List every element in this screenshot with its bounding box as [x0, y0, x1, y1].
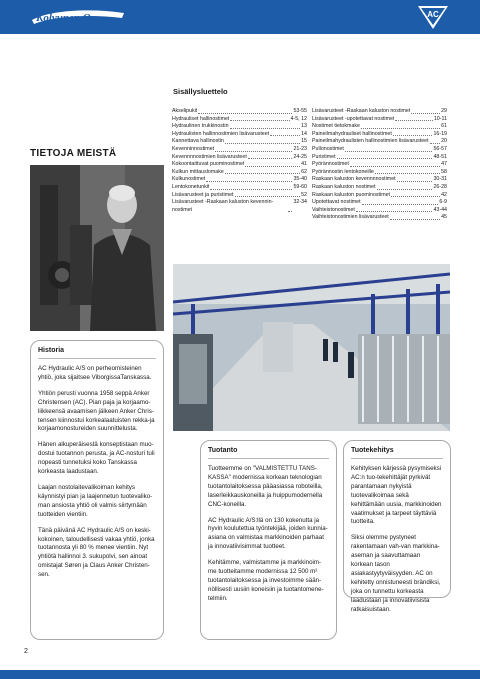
- toc-entry: [312, 108, 447, 116]
- toc-entry: [172, 161, 307, 169]
- toc-entry-label: Vaihteistonostimet: [312, 206, 355, 213]
- toc-leader-dots: [288, 199, 292, 212]
- toc-entry-page: 61: [441, 123, 447, 130]
- toc-entry-page: 48-51: [433, 153, 447, 160]
- product-development-paragraph: Siksi olemme pystyneet rakentamaan vah-van markkina-aseman ja saavuttamaan korkean tason asiakastyytyväisyyden. AC on kehitetty onnistuneesti brändiksi, joka on tunnettu korkeasta laadustaan ja innovatiivisista ratkaisuistaan.: [351, 534, 441, 613]
- toc-entry-page: 45: [441, 214, 447, 221]
- toc-leader-dots: [377, 184, 433, 190]
- toc-leader-dots: [337, 154, 433, 160]
- toc-entry: [172, 176, 307, 184]
- toc-entry: [312, 154, 447, 162]
- toc-entry-label: Hydrauliset hallinostimet: [172, 115, 230, 122]
- toc-column-right: [312, 108, 447, 222]
- toc-leader-dots: [225, 138, 300, 144]
- toc-entry-page: 43-44: [433, 206, 447, 213]
- toc-entry-label: Lisävarusteet -Raskaan kaluston nostimet: [312, 108, 411, 114]
- toc-leader-dots: [230, 116, 289, 122]
- history-paragraph: AC Hydraulic A/S on perheomisteinen yhtiö, joka sijaitsee ViborgissaTanskassa.: [38, 365, 152, 381]
- toc-entry: [312, 138, 447, 146]
- toc-entry-label: Lentokonetunkit: [172, 183, 210, 190]
- toc-entry: [312, 123, 447, 131]
- toc-entry: [172, 138, 307, 146]
- production-paragraph: Kehitämme, valmistamme ja markkinoim-me tuotteitamme modernissa 12 500 m² tuotantolaitoksessa ja investoimme sään-nöllisesti uusiin koneisiin ja tuotantomene-telmiin.: [208, 559, 324, 602]
- history-paragraph: Laajan nostolaitevalikoiman kehitys käynnistyi pian ja laajennetun tuotevaliko-man ansiosta yhtiö oli valmis siirtymään tuotteiden vientiin.: [38, 483, 153, 518]
- toc-entry-label: Paineilmahydrauliset hallinostimet: [312, 130, 392, 137]
- toc-entry-page: 30-31: [433, 176, 447, 183]
- brand-name: Kolvunen Oy: [36, 12, 96, 24]
- toc-entry: [172, 131, 307, 139]
- toc-leader-dots: [361, 123, 440, 129]
- toc-entry-page: 16-19: [433, 130, 447, 137]
- ac-badge-logo: [416, 4, 450, 30]
- toc-leader-dots: [248, 154, 293, 160]
- toc-entry: [312, 116, 447, 124]
- toc-leader-dots: [395, 116, 432, 122]
- toc-entry: [172, 146, 307, 154]
- history-title: Historia: [38, 347, 156, 359]
- product-development-title: Tuotekehitys: [351, 447, 443, 459]
- toc-entry-label: Raskaan kaluston nostimet: [312, 183, 376, 190]
- history-paragraph: Tänä päivänä AC Hydraulic A/S on keski-kokoinen, taloudellisesti vakaa yhtiö, jonka tuotannosta yli 80 % menee vientiin. Nyt yhtiötä hallinnoi 3. sukupolvi, sen ainoat omistajat Søren ja Claus Anker Christen-sen.: [38, 526, 155, 579]
- production-card: [200, 440, 337, 640]
- toc-entry: [312, 169, 447, 177]
- toc-entry-label: Akselipukit: [172, 108, 198, 114]
- toc-leader-dots: [230, 123, 301, 129]
- toc-leader-dots: [391, 192, 440, 198]
- toc-entry-label: Upotettavat nostimet: [312, 199, 361, 206]
- toc-entry-page: 24-25: [293, 153, 307, 160]
- toc-entry-label: Kulkun mittauslomake: [172, 168, 224, 175]
- toc-entry-page: 53-55: [293, 108, 307, 114]
- toc-leader-dots: [225, 169, 300, 175]
- toc-entry: [312, 184, 447, 192]
- toc-entry-label: Raskaan kaluston puominostimet: [312, 191, 391, 198]
- toc-entry: [312, 214, 447, 222]
- toc-title: Sisällysluettelo: [173, 87, 228, 96]
- toc-leader-dots: [375, 169, 440, 175]
- toc-leader-dots: [235, 192, 301, 198]
- production-title: Tuotanto: [208, 447, 329, 459]
- toc-entry-label: Nostimet tietokmake: [312, 123, 360, 130]
- toc-entry-page: 14: [301, 130, 307, 137]
- toc-entry-label: Paineilmahydraulisten hallinostimien lisävarusteet: [312, 138, 429, 145]
- toc-entry-label: Lisävarusteet ja puristimet: [172, 191, 234, 198]
- toc-leader-dots: [206, 176, 292, 182]
- toc-entry-page: 26-28: [433, 183, 447, 190]
- toc-entry-page: 15: [301, 138, 307, 145]
- toc-entry-page: 42: [441, 191, 447, 198]
- toc-entry: [172, 169, 307, 177]
- page-number: 2: [24, 648, 28, 655]
- toc-entry: [312, 146, 447, 154]
- toc-entry-page: 56-57: [433, 145, 447, 152]
- toc-entry: [312, 161, 447, 169]
- toc-entry-page: 10-11: [433, 115, 447, 122]
- toc-leader-dots: [411, 108, 440, 114]
- toc-entry: [312, 192, 447, 200]
- founder-portrait-photo: [30, 165, 164, 331]
- toc-entry-label: Lisävarusteet -upotettavat nostimet: [312, 115, 395, 122]
- company-logo: [30, 6, 126, 28]
- toc-entry-label: Puristimet: [312, 153, 336, 160]
- toc-entry-page: 13: [301, 123, 307, 130]
- factory-interior-photo: [173, 264, 450, 431]
- product-development-paragraph: Kehityksen kärjessä pysymiseksi AC:n tuo-tekehittäjät pyrkivät parantamaan nykyistä tuotevalikoimaa sekä kehittämään uusia, markkinoiden vaatimukset ja tarpeet täyttäviä tuotteita.: [351, 465, 442, 526]
- toc-entry-label: Kulkunostimet: [172, 176, 206, 183]
- toc-entry: [312, 176, 447, 184]
- production-paragraph: AC Hydraulic A/S:llä on 130 kokenutta ja hyvin koulutettua työntekijää, joiden kunnia-asiana on valmistaa markkinoiden parhaat ja innovatiivisimmat tuotteet.: [208, 516, 328, 551]
- history-paragraph: Yhtiön perusti vuonna 1958 seppä Anker Christensen (AC). Pian paja ja korjaamo-liikkeensä avaamisen jälkeen Anker Chris-tensen kiinnostui korkealaatuisten rekka-ja korjaamonostureiden suunnittelusta.: [38, 389, 155, 433]
- toc-entry-page: 47: [441, 161, 447, 168]
- toc-entry: [312, 199, 447, 207]
- toc-entry-label: Hydraulinen trukkinostin: [172, 123, 229, 130]
- toc-entry-label: Lisävarusteet -Raskaan kaluston kevennin-nostimet: [172, 199, 274, 213]
- toc-entry: [312, 131, 447, 139]
- toc-entry-page: 4-5, 12: [290, 115, 307, 122]
- toc-entry-page: 35-40: [293, 176, 307, 183]
- toc-entry-label: Pyörännostimet: [312, 161, 349, 168]
- toc-leader-dots: [393, 131, 433, 137]
- toc-entry-label: Hydraulisten hallinnostimien lisävarusteet: [172, 130, 270, 137]
- toc-entry-label: Kevennnnostimien lisävarusteet: [172, 153, 247, 160]
- toc-entry: [172, 123, 307, 131]
- product-development-card: [343, 440, 451, 613]
- toc-leader-dots: [198, 108, 292, 114]
- toc-leader-dots: [270, 131, 300, 137]
- toc-entry: [172, 184, 307, 192]
- toc-entry-page: 62: [301, 168, 307, 175]
- toc-entry: [312, 207, 447, 215]
- toc-entry-page: 21-23: [293, 145, 307, 152]
- toc-leader-dots: [215, 146, 292, 152]
- toc-leader-dots: [430, 138, 441, 144]
- toc-entry-label: Kevenninnostimet: [172, 145, 215, 152]
- toc-leader-dots: [356, 207, 433, 213]
- toc-entry-label: Pyörännostin lentokoneille: [312, 168, 374, 175]
- history-paragraph: Hänen alkuperäisestä konseptistaan muo-dostui tuotannon perusta, ja AC-nosturi tuli nopeasti tunnetuksi koko Tanskassa korkeasta laadustaan.: [38, 441, 155, 476]
- toc-entry-page: 20: [441, 138, 447, 145]
- toc-leader-dots: [210, 184, 292, 190]
- toc-entry: [172, 199, 307, 214]
- toc-entry: [172, 192, 307, 200]
- toc-entry-page: 41: [301, 161, 307, 168]
- production-paragraph: Tuotteemme on "VALMISTETTU TANS-KASSA" modernissa korkean teknologian tuotantolaitoksessa pääasiassa roboteilla, laserleikkauskoneilla ja huippumodernella CNC-koneilla.: [208, 465, 323, 508]
- toc-column-left: [172, 108, 307, 214]
- toc-leader-dots: [390, 214, 440, 220]
- toc-entry-label: Kokoontaittuvat puominostimet: [172, 161, 245, 168]
- toc-entry: [172, 116, 307, 124]
- toc-entry-page: 52: [301, 191, 307, 198]
- toc-entry-page: 58: [441, 168, 447, 175]
- toc-leader-dots: [397, 176, 433, 182]
- toc-leader-dots: [345, 146, 433, 152]
- toc-entry-label: Pullonostimet: [312, 145, 344, 152]
- page-footer-bar: [0, 670, 480, 679]
- toc-entry-page: 6-9: [439, 199, 447, 206]
- toc-entry-page: 29: [441, 108, 447, 114]
- toc-leader-dots: [362, 199, 439, 205]
- toc-leader-dots: [245, 161, 300, 167]
- badge-text: AC: [427, 10, 439, 19]
- toc-entry-page: 59-60: [293, 183, 307, 190]
- toc-entry: [172, 108, 307, 116]
- toc-entry: [172, 154, 307, 162]
- history-card: [30, 340, 164, 640]
- page-header-bar: [0, 0, 480, 34]
- toc-entry-label: Kannettava hallinostin: [172, 138, 224, 145]
- toc-entry-page: 32-34: [293, 199, 307, 206]
- toc-entry-label: Vaihteistonostimien lisävarusteet: [312, 214, 389, 221]
- toc-leader-dots: [350, 161, 440, 167]
- toc-entry-label: Raskaan kaluston kevennnnostimet: [312, 176, 396, 183]
- about-heading: TIETOJA MEISTÄ: [30, 148, 117, 159]
